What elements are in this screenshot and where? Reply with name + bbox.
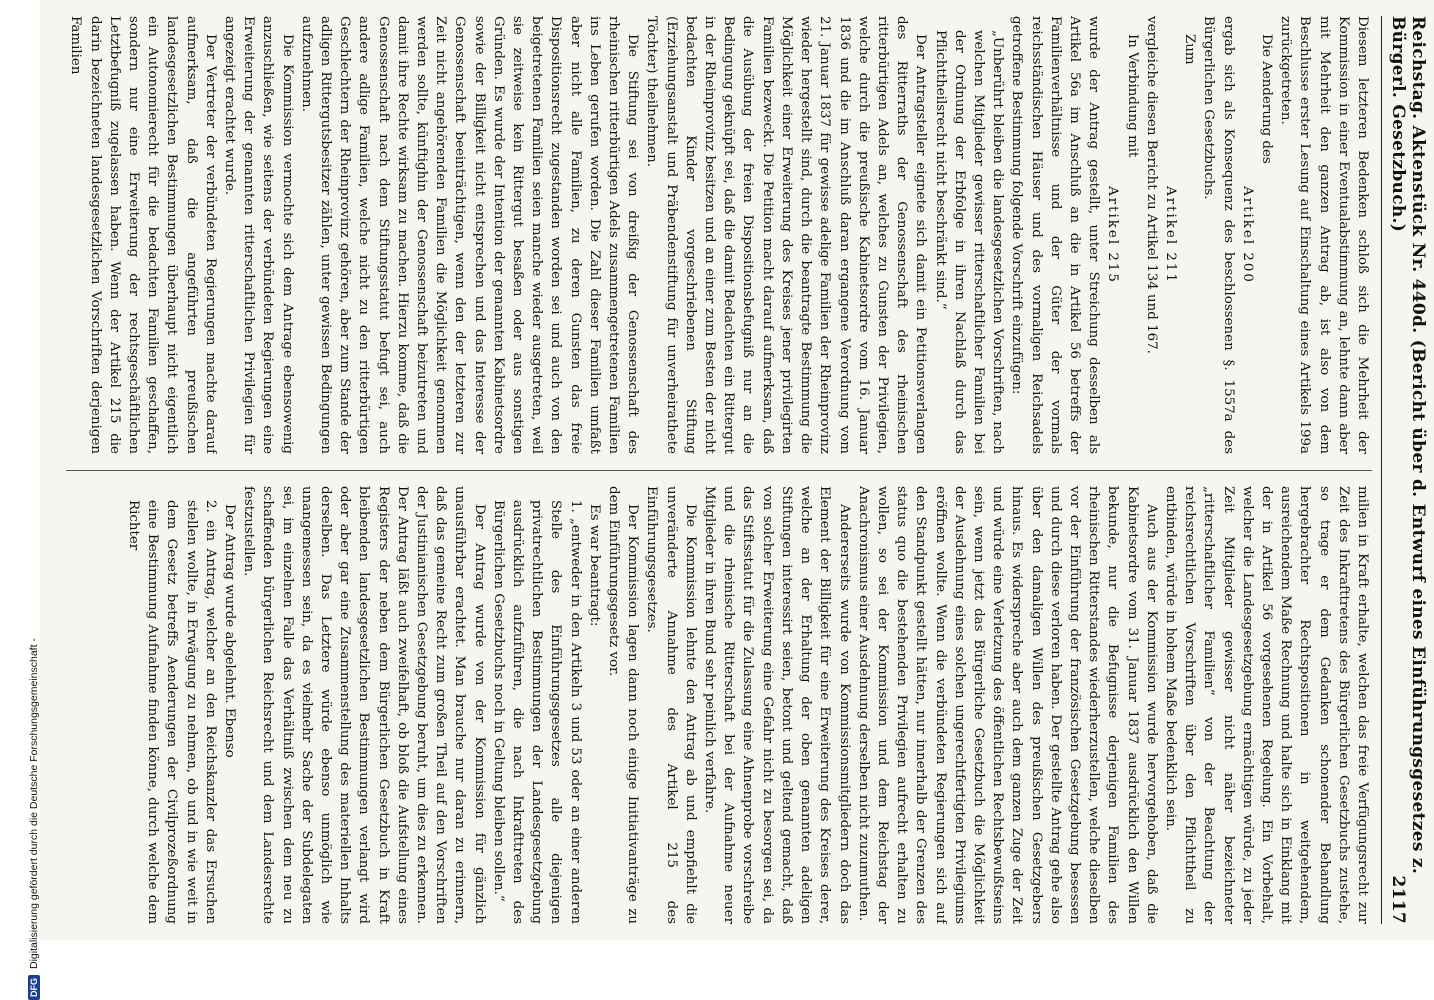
paragraph: vergleiche diesen Bericht zu Artikel 134 und 167. <box>1143 16 1159 354</box>
paragraph: Es war beantragt: <box>586 504 602 627</box>
paragraph: Zum <box>1182 34 1198 65</box>
paragraph: ergab sich als Konsequenz des beschlossenen §. 1557a des Bürgerlichen Gesetzbuchs. <box>1201 16 1236 454</box>
paragraph: milien in Kraft erhalte, welchen das freie Verfügungsrecht zur Zeit des Inkrafttretens des Bürgerlichen Gesetzbuchs zustehe, so trage er dem Gedanken schonender Behandlung hergebrachter Rechtspositionen in weitgehendem, ausreichendem Maße Rechnung und halte sich in Einklang mit der in Artikel 56 vorgesehenen Regelung. Ein Vorbehalt, welcher die Landesgesetzgebung ermächtigen würde, zu jeder Zeit Mitglieder gewisser nicht näher bezeichneter „ritterschaftlicher Familien“ von der Beachtung der reichsrechtlichen Vorschriften über den Pflichttheil zu entbinden, würde in hohem Maße bedenklich sein. <box>1162 486 1370 924</box>
paragraph: Der Kommission lagen dann noch einige Initiativanträge zu dem Einführungsgesetz vor. <box>606 486 641 924</box>
page-number: 2117 <box>1388 875 1408 924</box>
text-column-right <box>66 486 1372 924</box>
paragraph: Der Vertreter der verbündeten Regierungen machte darauf aufmerksam, daß die angeführten preußischen landesgesetzlichen Bestimmungen überhaupt nicht eigentlich ein Autonomierecht für die bedachten Familien geschaffen, sondern nur eine Erweiterung der rechtsgeschäftlichen Letztbefugniß zugelassen haben. Wenn der Artikel 215 die darin bezeichneten landesgesetzlichen Vorschriften derjenigen Familien <box>68 16 218 454</box>
article-heading: Artikel 215 <box>1105 186 1121 284</box>
paragraph: Die Kommission lehnte den Antrag ab und empfiehlt die unveränderte Annahme des Artikel 215 des Einführungsgesetzes. <box>644 486 698 924</box>
paragraph: Die Aenderung des <box>1258 34 1274 164</box>
column-divider <box>66 470 1372 471</box>
text-column-left <box>66 16 1372 454</box>
paragraph: Auch aus der Kommission wurde hervorgehoben, daß die Kabinetsordre vom 31. Januar 1837 ausdrücklich den Willen bekunde, nur die Befugnisse derjenigen Familien des rheinischen Ritterstandes wiederherzustellen, welche dieselben vor der Einführung der französischen Gesetzgebung besessen und durch diese verloren haben. Der gestellte Antrag gehe also über den damaligen Willen des preußischen Gesetzgebers hinaus. Es widerspreche aber auch dem ganzen Zuge der Zeit und würde eine Verletzung des öffentlichen Rechtsbewußtseins sein, wenn jetzt das Bürgerliche Gesetzbuch die Möglichkeit der Ausdehnung eines solchen ungerechtfertigten Privilegiums eröffnen wollte. Wenn die verbündeten Regierungen sich auf den Standpunkt gestellt hätten, nur innerhalb der Grenzen des status quo die bestehenden Privilegien aufrecht erhalten zu wollen, so sei der Kommission und dem Reichstag der Anachronismus einer Ausdehnung derselben nicht zuzumuthen. <box>855 486 1159 924</box>
paragraph: wurde der Antrag gestellt, unter Streichung desselben als Artikel 56a im Anschluß an die in Artikel 56 betreffs der Familienverhältnisse und der Güter der vormals reichsständischen Häuser und des vormaligen Reichsadels getroffene Bestimmung folgende Vorschrift einzufügen: <box>1009 16 1102 454</box>
dfg-logo: DFG <box>28 975 40 1000</box>
paragraph: Der Antrag wurde von der Kommission für gänzlich unausführbar erachtet. Man brauche nur daran zu erinnern, daß das gemeine Recht zum großen Theil auf den Vorschriften der Justinianischen Gesetzgebung beruht, um dies zu erkennen. Der Antrag läßt auch zweifelhaft, ob bloß die Aufstellung eines Registers der neben dem Bürgerlichen Gesetzbuch in Kraft bleibenden landesgesetzlichen Bestimmungen verlangt wird oder aber gar eine Zusammenstellung des materiellen Inhalts derselben. Das Letztere würde ebenso unmöglich wie unangemessen sein, da es vielmehr Sache der Subdelegaten sei, im einzelnen Falle das Verhältniß zwischen dem neu zu schaffenden bürgerlichen Reichsrecht und dem Landesrechte festzustellen. <box>241 486 487 924</box>
article-heading: Artikel 211 <box>1162 186 1178 284</box>
quoted-provision: „Unberührt bleiben die landesgesetzlichen Vorschriften, nach welchen Mitglieder gewisser ritterschaftlicher Familien bei der Ordnung der Erbfolge in ihren Nachlaß durch das Pflichttheilsrecht nicht beschränkt sind.“ <box>932 30 1006 454</box>
running-head <box>1388 16 1428 924</box>
paragraph: Die Kommission vermochte sich dem Antrage ebensowenig anzuschließen, wie seitens der verbündeten Regierungen eine Erweiterung der genannten ritterschaftlichen Privilegien für angezeigt erachtet wurde. <box>222 16 295 454</box>
digitization-credit <box>0 0 40 1000</box>
motion-item: 1. „entweder in den Artikeln 3 und 53 oder an einer anderen Stelle des Einführungsgesetzes alle diejenigen privatrechtlichen Bestimmungen der Landesgesetzgebung ausdrücklich aufzuführen, die nach Inkrafttreten des Bürgerlichen Gesetzbuchs noch in Geltung bleiben sollen.“ <box>490 500 583 924</box>
paragraph: Die Stiftung sei von dreißig der Genossenschaft des rheinischen ritterbürtigen Adels zusammengetretenen Familien ins Leben gerufen worden. Die Zahl dieser Familien umfaßt aber nicht alle Familien, zu deren Gunsten das freie Dispositionsrecht zugestanden worden sei und auch von den beigetretenen Familien seien manche wieder ausgetreten, weil sie zeitweise kein Rittergut besaßen oder aus sonstigen Gründen. Es wurde der Intention der genannten Kabinetsordre sowie der Billigkeit nicht entsprechen und das Interesse der Genossenschaft beeinträchtigen, wenn den der letzteren zur Zeit nicht angehörenden Familien die Möglichkeit genommen werden sollte, künftighin der Genossenschaft beizutreten und damit ihre Rechte wirksam zu machen. Hierzu komme, daß die Genossenschaft nach dem Stiftungsstatut befugt sei, auch andere adlige Familien, welche nicht zu den ritterbürtigen Geschlechtern der Rheinprovinz gehören, aber zum Stande der adligen Rittergutsbesitzer zählen, unter gewissen Bedingungen aufzunehmen. <box>298 16 641 454</box>
paragraph: Der Antrag wurde abgelehnt. Ebenso <box>222 504 238 758</box>
paragraph: In Verbindung mit <box>1124 34 1140 158</box>
article-heading: Artikel 200 <box>1239 186 1255 284</box>
running-head-title: Reichstag. Aktenstück Nr. 440d. (Bericht über d. Entwurf eines Einführungsgesetzes z. Bürgerl. Gesetzbuch.) <box>1388 16 1428 875</box>
scanned-page <box>40 0 1434 1000</box>
header-rule <box>1381 16 1382 924</box>
credit-text: Digitalisierung gefördert durch die Deutsche Forschungsgemeinschaft - <box>28 638 40 969</box>
paragraph: Andererseits wurde von Kommissionsmitgliedern doch das Element der Billigkeit für eine Erweiterung des Kreises derer, welche an der Erhaltung der oben genannten adeligen Stiftungen interessirt seien, betont und geltend gemacht, daß von solcher Erweiterung eine Gefahr nicht zu besorgen sei, da das Stiftsstatut für die Zulassung eine Ahnenprobe vorschreibe und die rheinische Ritterschaft bei der Aufnahme neuer Mitglieder in ihren Bund sehr peinlich verfahre. <box>702 486 852 924</box>
motion-item: 2. ein Antrag, welcher an den Reichskanzler das Ersuchen stellen wollte, in Erwägung zu nehmen, ob und in wie weit in dem Gesetz betreffs Aenderungen der Civilprozeßordnung eine Bestimmung Aufnahme finden könne, durch welche dem Richter <box>126 500 218 924</box>
paragraph: Der Antragsteller eignete sich damit ein Petitionsverlangen des Ritterraths der Genossenschaft des rheinischen ritterbürtigen Adels an, welches zu Gunsten der Privilegien, welche durch die preußische Kabinetsordre vom 16. Januar 1836 und die im Anschluß daran ergangene Verordnung vom 21. Januar 1837 für gewisse adelige Familien der Rheinprovinz wieder hergestellt sind, durch die beantragte Bestimmung die Möglichkeit einer Erweiterung des Kreises jener privilegirten Familien bezweckt. Die Petition macht darauf aufmerksam, daß die Ausübung der freien Dispositionsbefugniß nur an die Bedingung geknüpft sei, daß die damit Bedachten ein Rittergut in der Rheinprovinz besitzen und an einer zum Besten der nicht bedachten Kinder vorgeschriebenen Stiftung (Erziehungsanstalt und Präbendenstiftung für unverheirathete Töchter) theilnehmen. <box>644 16 929 454</box>
paragraph: Diesem letzteren Bedenken schloß sich die Mehrheit der Kommission in einer Eventualabstimmung an, lehnte dann aber mit Mehrheit den ganzen Antrag ab, ist also von dem Beschlusse erster Lesung auf Einschaltung eines Artikels 199a zurückgetreten. <box>1278 16 1370 454</box>
